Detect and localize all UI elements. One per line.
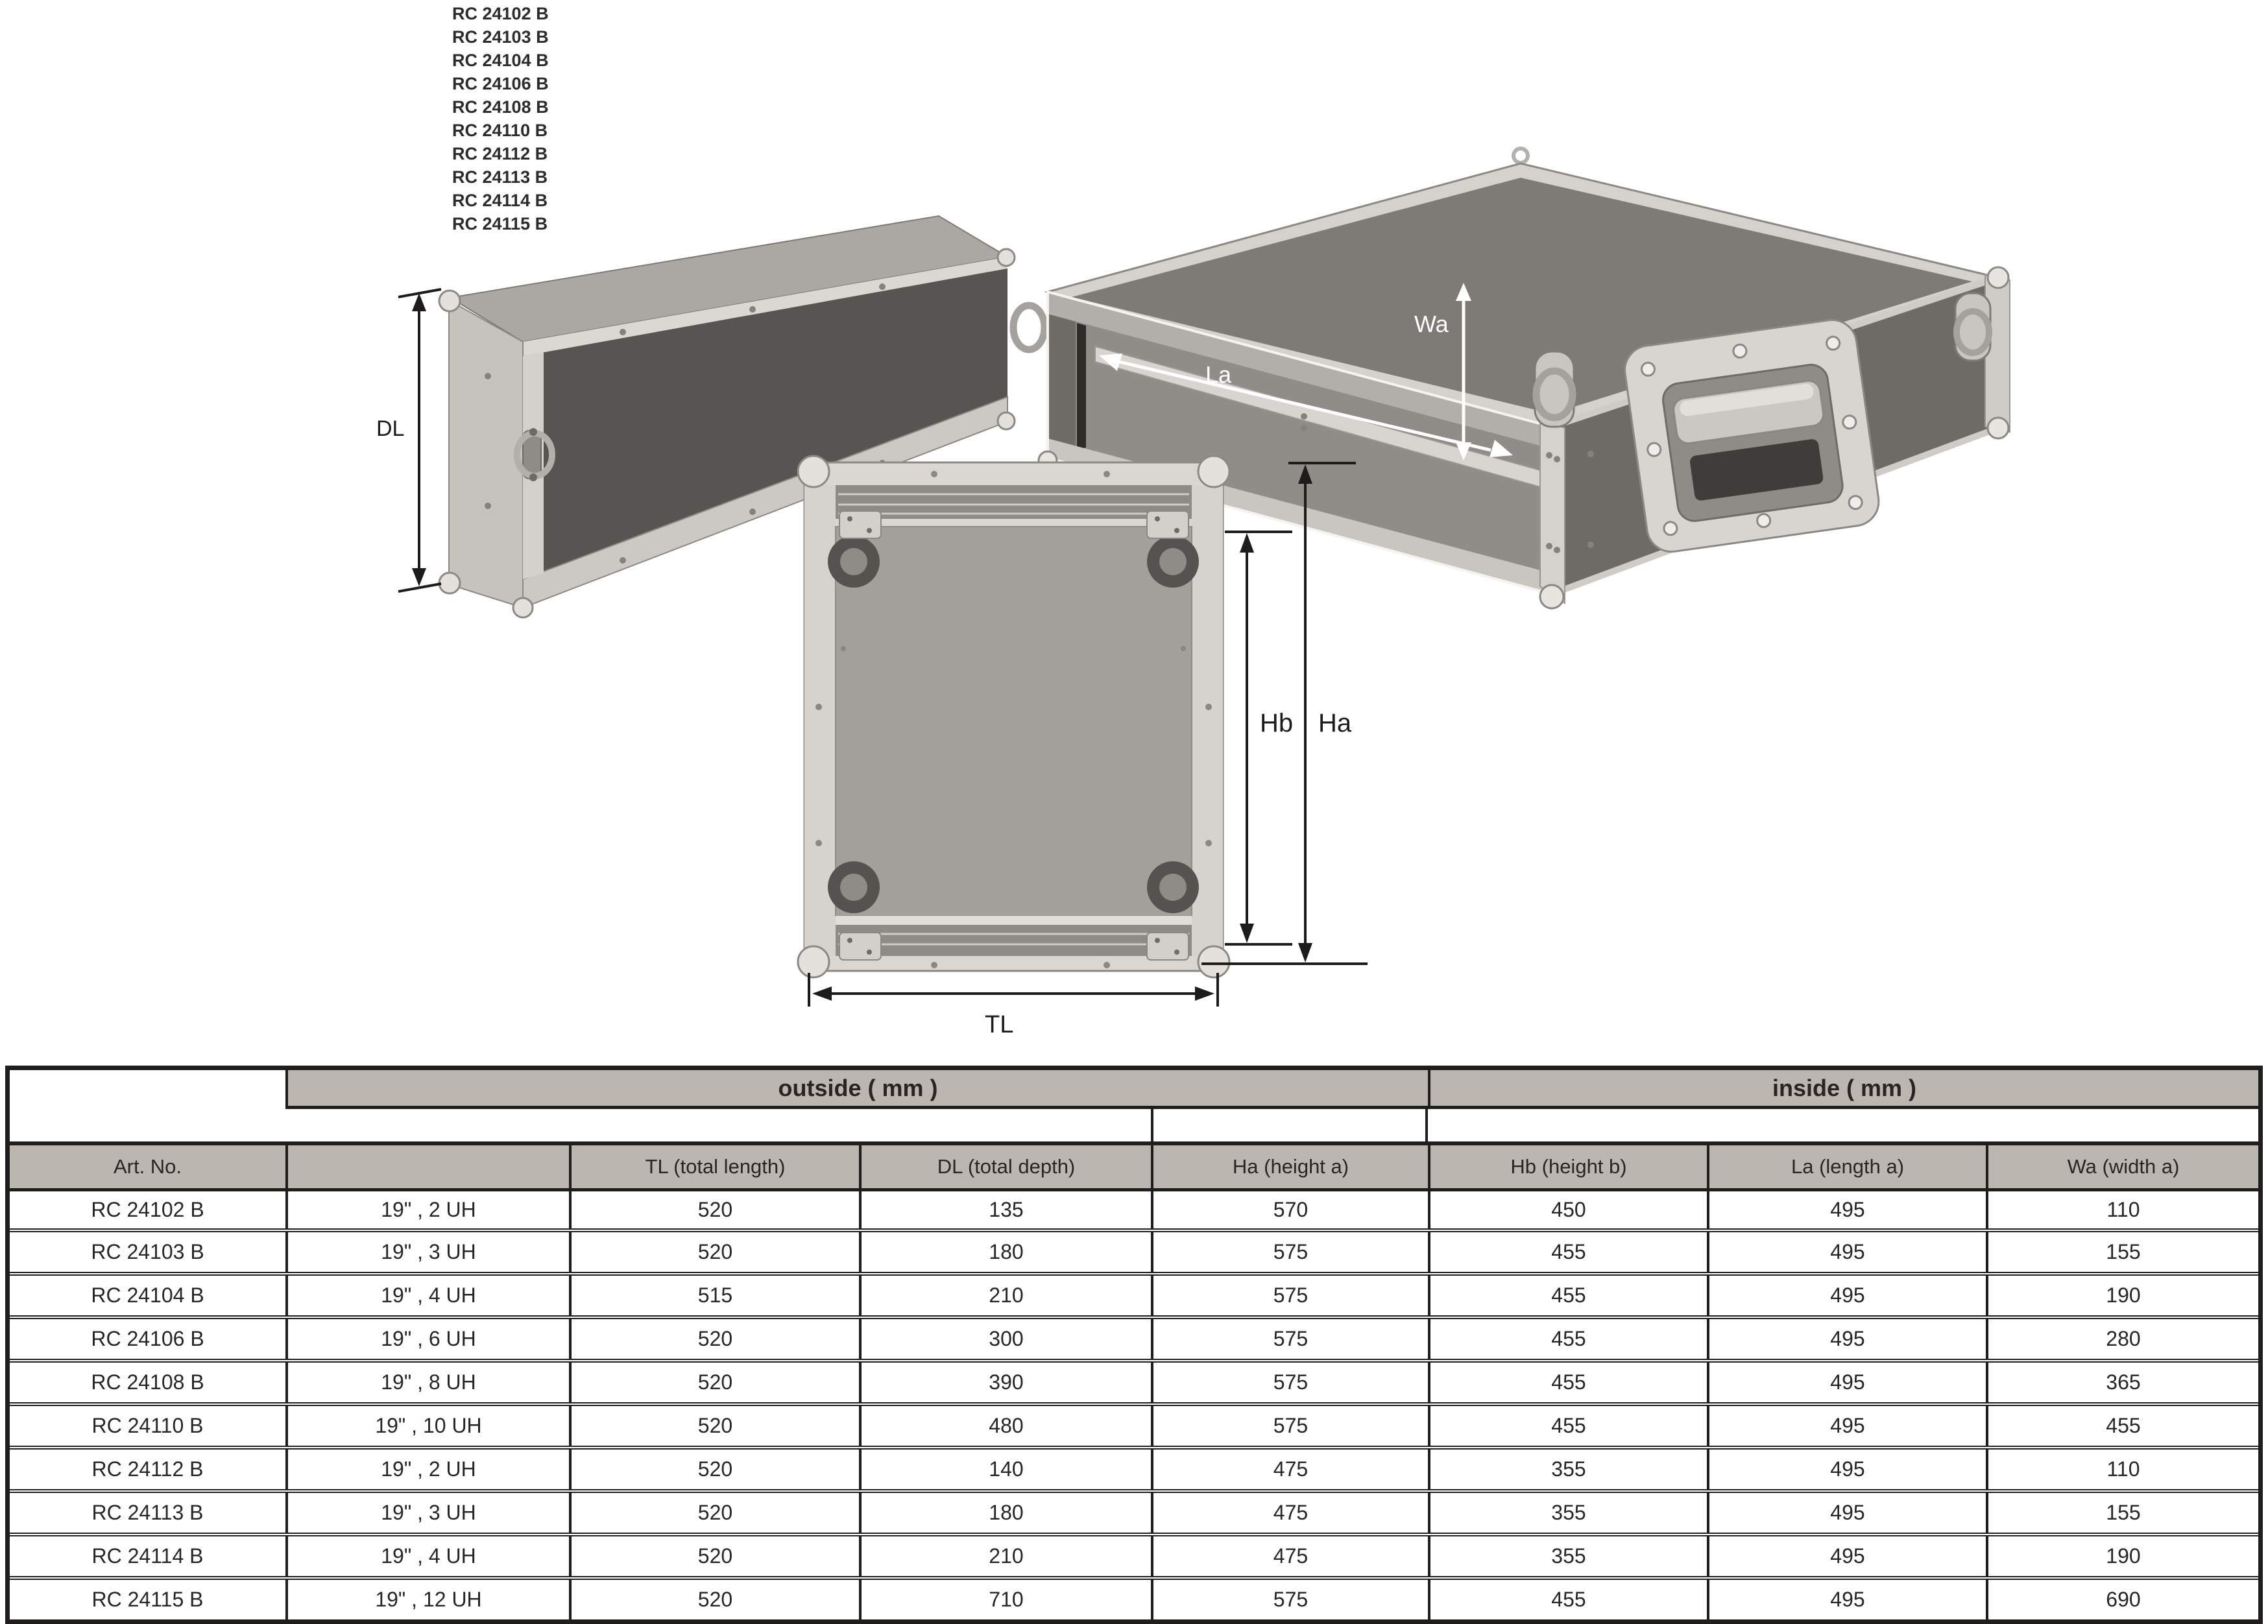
table-row: RC 24112 B 19" , 2 UH 520 140 475 355 495 110 (10, 1446, 2258, 1489)
wa-label: Wa (1414, 311, 1449, 337)
case-top-ring (1514, 149, 1528, 163)
ha-label: Ha (1318, 709, 1352, 737)
product-code: RC 24115 B (452, 214, 548, 233)
la-label: La (1205, 361, 1232, 388)
col-header-wa: Wa (width a) (1986, 1145, 2258, 1188)
lid-end-cap (449, 300, 523, 608)
group-header-outside: outside ( mm ) (285, 1070, 1428, 1109)
front-bottom-extrusion (836, 925, 1192, 956)
table-row: RC 24110 B 19" , 10 UH 520 480 575 455 495 455 (10, 1402, 2258, 1446)
front-panel (836, 527, 1192, 916)
case-rear-latch-icon (1955, 293, 1990, 361)
front-seam (836, 916, 1192, 925)
product-code: RC 24104 B (452, 51, 549, 70)
table-group-header-row (10, 1070, 2258, 1109)
product-code: RC 24113 B (452, 167, 548, 187)
group-header-empty (10, 1070, 285, 1109)
group-header-inside: inside ( mm ) (1428, 1070, 2258, 1109)
spacer-ha-cell (1151, 1109, 1428, 1141)
hb-dimension (1225, 532, 1293, 944)
table-row: RC 24108 B 19" , 8 UH 520 390 575 455 495 365 (10, 1359, 2258, 1402)
dl-dimension (376, 289, 441, 591)
hb-label: Hb (1260, 709, 1294, 737)
case-side-ring-handle (1013, 305, 1044, 350)
case-opening-left-wall (1048, 314, 1076, 458)
front-view-diagram (798, 456, 1368, 1038)
table-row: RC 24106 B 19" , 6 UH 520 300 575 455 495 280 (10, 1315, 2258, 1359)
table-header-row (10, 1141, 2258, 1191)
product-code: RC 24112 B (452, 144, 548, 163)
product-code: RC 24102 B (452, 4, 549, 23)
spec-table (5, 1066, 2263, 1624)
col-header-dl: DL (total depth) (859, 1145, 1151, 1188)
product-code: RC 24108 B (452, 97, 549, 117)
col-header-la: La (length a) (1707, 1145, 1986, 1188)
product-code: RC 24106 B (452, 74, 549, 93)
col-header-tl: TL (total length) (569, 1145, 859, 1188)
tl-label: TL (985, 1011, 1014, 1038)
product-code: RC 24114 B (452, 191, 548, 210)
case-handle (1622, 316, 1882, 555)
table-row: RC 24115 B 19" , 12 UH 520 710 575 455 495 690 (10, 1576, 2258, 1619)
product-code: RC 24103 B (452, 27, 549, 47)
col-header-hb: Hb (height b) (1428, 1145, 1707, 1188)
table-spacer-row (10, 1109, 2258, 1141)
tl-dimension (809, 973, 1218, 1038)
case-latch-icon (1535, 352, 1574, 427)
case-front-edge (1540, 419, 1565, 603)
col-header-size (285, 1145, 569, 1188)
col-header-ha: Ha (height a) (1151, 1145, 1428, 1188)
table-row: RC 24113 B 19" , 3 UH 520 180 475 355 495 155 (10, 1489, 2258, 1533)
product-code: RC 24110 B (452, 121, 548, 140)
table-row: RC 24103 B 19" , 3 UH 520 180 575 455 495 155 (10, 1228, 2258, 1272)
dl-label: DL (376, 416, 405, 441)
table-row: RC 24102 B 19" , 2 UH 520 135 570 450 495 110 (10, 1191, 2258, 1228)
case-opening-slot (1077, 323, 1086, 450)
col-header-artno: Art. No. (10, 1145, 285, 1188)
table-row: RC 24104 B 19" , 4 UH 515 210 575 455 495 190 (10, 1272, 2258, 1315)
table-row: RC 24114 B 19" , 4 UH 520 210 475 355 495 190 (10, 1533, 2258, 1576)
